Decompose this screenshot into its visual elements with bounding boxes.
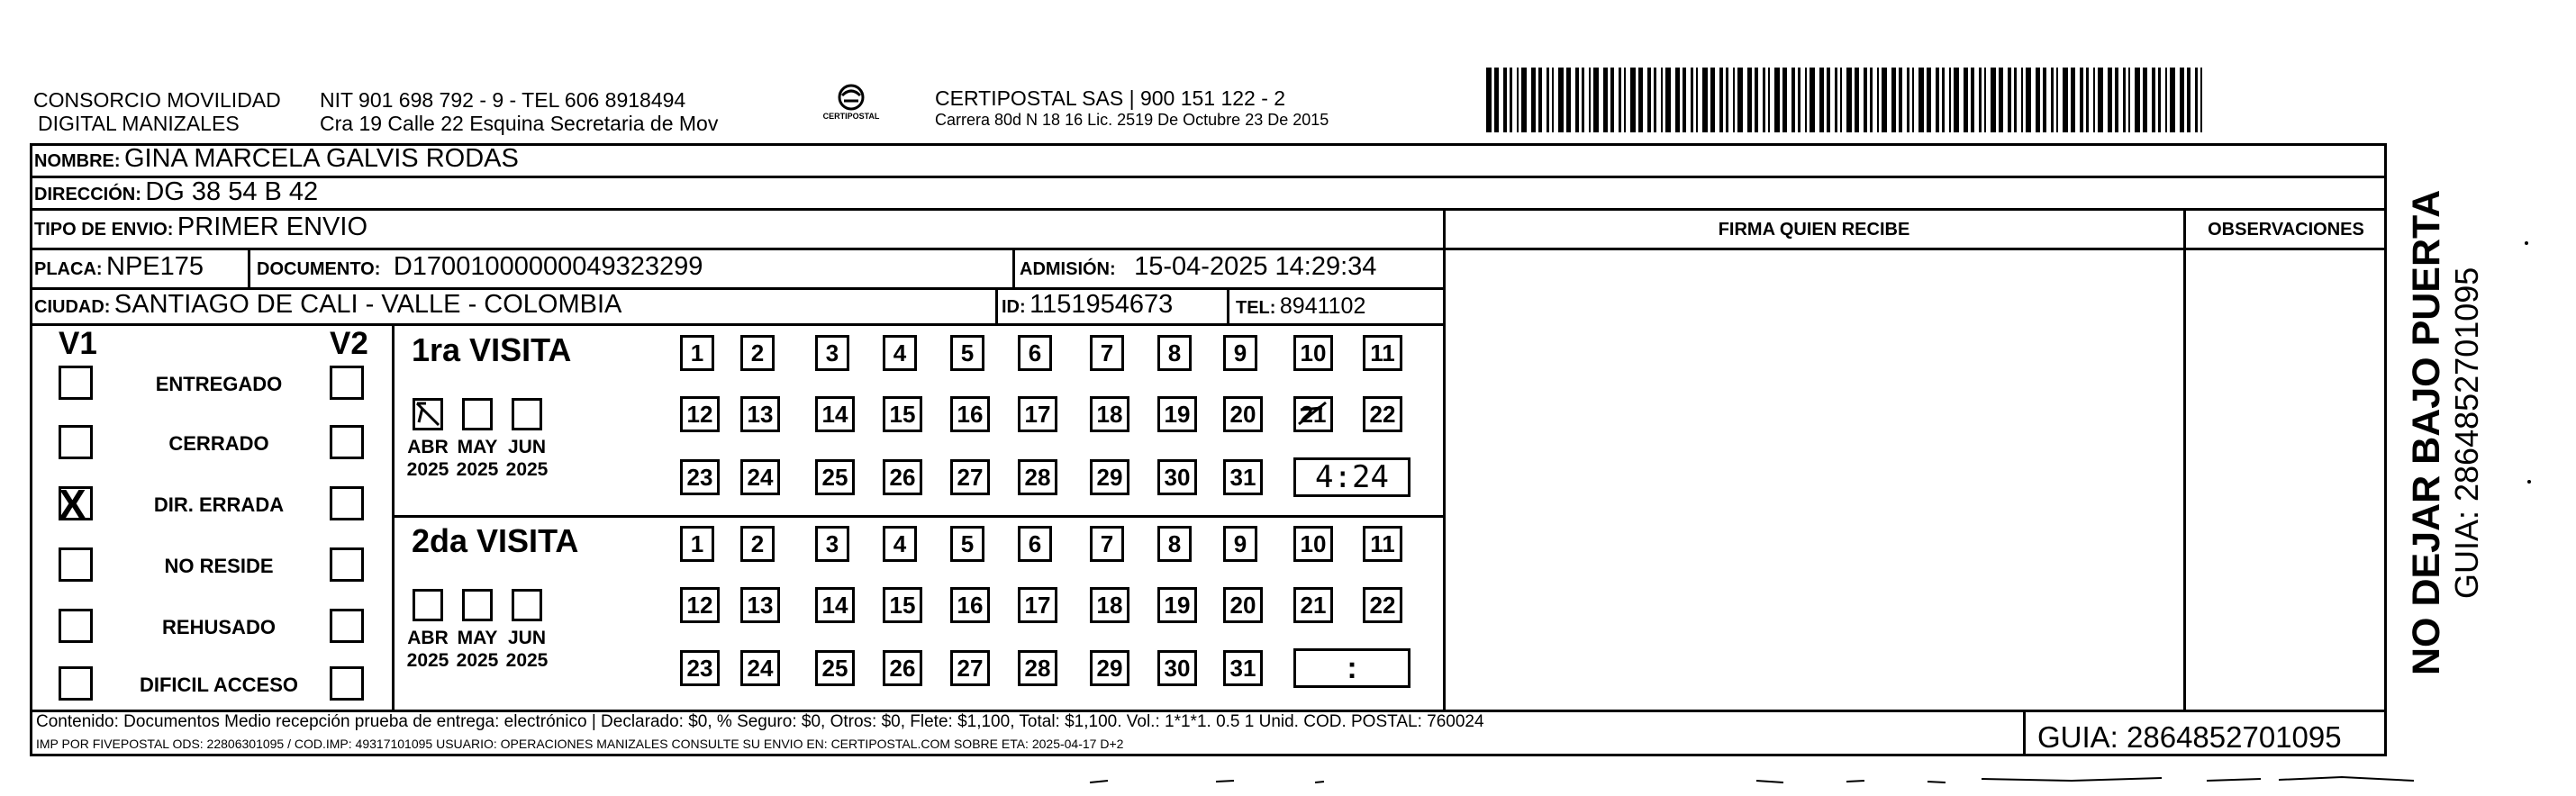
day-box[interactable]: 14 xyxy=(815,396,855,432)
status-option-label: NO RESIDE xyxy=(164,555,274,577)
day-box[interactable]: 6 xyxy=(1018,335,1052,371)
tel-label: TEL: xyxy=(1236,298,1276,318)
status-option-label: DIR. ERRADA xyxy=(153,493,285,516)
barcode-bar xyxy=(2026,68,2031,132)
day-box[interactable]: 21 xyxy=(1293,587,1333,623)
barcode-bar xyxy=(1566,68,1571,132)
month-year: 2025 xyxy=(406,650,449,671)
month-name: JUN xyxy=(507,628,546,648)
day-box[interactable]: 5 xyxy=(950,526,984,562)
day-box[interactable]: 11 xyxy=(1363,335,1402,371)
barcode-bar xyxy=(1810,68,1815,132)
day-box[interactable]: 28 xyxy=(1018,650,1057,686)
day-box[interactable]: 14 xyxy=(815,587,855,623)
v2-checkbox[interactable] xyxy=(330,547,364,582)
barcode-bar xyxy=(2036,68,2040,132)
barcode-bar xyxy=(2056,68,2058,132)
day-box[interactable]: 18 xyxy=(1090,396,1129,432)
barcode-bar xyxy=(2008,68,2011,132)
day-box[interactable]: 1 xyxy=(680,526,714,562)
day-box[interactable]: 16 xyxy=(950,587,990,623)
barcode-bar xyxy=(1927,68,1931,132)
v1-checkbox[interactable] xyxy=(59,425,93,459)
v1-checkbox[interactable] xyxy=(59,481,93,528)
status-option-label: REHUSADO xyxy=(162,616,276,638)
barcode-bar xyxy=(1768,68,1770,132)
barcode-bar xyxy=(1675,68,1680,132)
day-box[interactable]: 4 xyxy=(883,335,917,371)
month-checkbox[interactable] xyxy=(512,589,542,621)
tel-field xyxy=(1236,294,1365,320)
day-box[interactable]: 10 xyxy=(1293,335,1333,371)
barcode-bar xyxy=(2152,68,2155,132)
month-checkbox[interactable] xyxy=(413,589,443,621)
day-box[interactable]: 4 xyxy=(883,526,917,562)
barcode-bar xyxy=(1737,68,1743,132)
day-box[interactable]: 2 xyxy=(740,526,775,562)
company-contact xyxy=(320,88,718,135)
day-box[interactable]: 9 xyxy=(1223,335,1257,371)
edge-dots xyxy=(2522,239,2540,491)
barcode-bar xyxy=(1710,68,1715,132)
barcode-bar xyxy=(1638,68,1643,132)
month-name: MAY xyxy=(457,437,498,457)
no-dejar-bajo-puerta: NO DEJAR BAJO PUERTA xyxy=(2405,189,2448,675)
barcode-bar xyxy=(1791,68,1795,132)
day-box[interactable]: 31 xyxy=(1223,459,1263,495)
barcode-bar xyxy=(1984,68,1986,132)
barcode-bar xyxy=(1610,68,1614,132)
barcode-bar xyxy=(1918,68,1924,132)
day-box[interactable]: 25 xyxy=(815,650,855,686)
nombre-field xyxy=(34,144,519,174)
direccion-label: DIRECCIÓN: xyxy=(34,185,141,204)
barcode-bar xyxy=(1882,68,1887,132)
courier-line2: Carrera 80d N 18 16 Lic. 2519 De Octubre 23 De 2015 xyxy=(935,111,1329,129)
v2-checkbox[interactable] xyxy=(330,425,364,459)
barcode-bar xyxy=(1840,68,1842,132)
time-box[interactable]: 4:24 xyxy=(1293,457,1410,497)
barcode-bar xyxy=(2063,68,2068,132)
barcode-bar xyxy=(1558,68,1564,132)
day-box[interactable]: 29 xyxy=(1090,459,1129,495)
barcode-bar xyxy=(1589,68,1591,132)
day-box[interactable]: 23 xyxy=(680,650,720,686)
barcode-bar xyxy=(1855,68,1859,132)
footer-line2: IMP POR FIVEPOSTAL ODS: 22806301095 / COD.IMP: 49317101095 USUARIO: OPERACIONES MANIZALES CONSULTE SU ENVIO EN: CERTIPOSTAL.COM SOBRE ETA: 2025-04-17 D+2 xyxy=(36,737,1124,751)
barcode-bar xyxy=(2123,68,2126,132)
day-box[interactable]: 7 xyxy=(1090,335,1124,371)
barcode-bar xyxy=(1531,68,1536,132)
barcode-bar xyxy=(1774,68,1780,132)
barcode-bar xyxy=(1665,68,1671,132)
barcode-bar xyxy=(2071,68,2075,132)
day-box[interactable]: 3 xyxy=(815,335,849,371)
day-box[interactable]: 2 xyxy=(740,335,775,371)
barcode xyxy=(1486,68,2207,132)
barcode-bar xyxy=(2080,68,2083,132)
barcode-bar xyxy=(2143,68,2147,132)
v1-checkbox[interactable] xyxy=(59,666,93,701)
firma-label: FIRMA QUIEN RECIBE xyxy=(1718,220,1910,240)
day-box[interactable]: 26 xyxy=(883,459,922,495)
barcode-bar xyxy=(1624,68,1626,132)
barcode-bar xyxy=(1691,68,1693,132)
barcode-bar xyxy=(1964,68,1968,132)
barcode-bar xyxy=(2200,68,2202,132)
barcode-bar xyxy=(1864,68,1867,132)
barcode-bar xyxy=(1747,68,1752,132)
barcode-bar xyxy=(1870,68,1873,132)
company-line1: CONSORCIO MOVILIDAD xyxy=(33,88,281,112)
barcode-bar xyxy=(1942,68,1945,132)
barcode-bar xyxy=(1538,68,1542,132)
day-box[interactable]: 15 xyxy=(883,587,922,623)
barcode-bar xyxy=(1552,68,1554,132)
barcode-bar xyxy=(1827,68,1830,132)
footer-line1: Contenido: Documentos Medio recepción prueba de entrega: electrónico | Declarado: $0, % Seguro: $0, Otros: $0, Flete: $1,100, Total: $1,100. Vol.: 1*1*1. 0.5 1 Unid. COD. POSTAL: 760024 xyxy=(36,712,1484,731)
admision-value: 15-04-2025 14:29:34 xyxy=(1134,252,1377,281)
id-field xyxy=(1002,290,1173,320)
v1-checkbox[interactable] xyxy=(59,609,93,643)
day-box[interactable]: 13 xyxy=(740,587,780,623)
tipo-envio-field xyxy=(34,213,367,242)
courier-line1: CERTIPOSTAL SAS | 900 151 122 - 2 xyxy=(935,86,1286,110)
ciudad-label: CIUDAD: xyxy=(34,297,111,317)
barcode-bar xyxy=(1782,68,1787,132)
month-year: 2025 xyxy=(505,650,549,671)
barcode-bar xyxy=(1582,68,1584,132)
barcode-bar xyxy=(1494,68,1499,132)
day-box[interactable]: 25 xyxy=(815,459,855,495)
ciudad-field xyxy=(34,290,621,320)
footer-guia: GUIA: 2864852701095 xyxy=(2037,720,2342,754)
day-box[interactable]: 12 xyxy=(680,396,720,432)
check-mark: X xyxy=(59,481,86,528)
day-box[interactable]: 17 xyxy=(1018,587,1057,623)
day-box[interactable]: 27 xyxy=(950,650,990,686)
day-box[interactable]: 24 xyxy=(740,459,780,495)
barcode-bar xyxy=(1763,68,1765,132)
barcode-bar xyxy=(2093,68,2095,132)
day-box[interactable]: 12 xyxy=(680,587,720,623)
barcode-bar xyxy=(1726,68,1728,132)
barcode-bar xyxy=(2165,68,2167,132)
month-label xyxy=(495,436,558,481)
barcode-bar xyxy=(2135,68,2140,132)
barcode-bar xyxy=(1696,68,1698,132)
barcode-bar xyxy=(1510,68,1512,132)
time-box[interactable]: : xyxy=(1293,648,1410,688)
day-box[interactable]: 21 xyxy=(1293,396,1333,432)
tipo-envio-label: TIPO DE ENVIO: xyxy=(34,220,174,240)
v1-checkbox[interactable] xyxy=(59,547,93,582)
day-box[interactable]: 8 xyxy=(1157,335,1192,371)
nit-line: NIT 901 698 792 - 9 - TEL 606 8918494 xyxy=(320,88,686,112)
day-box[interactable]: 16 xyxy=(950,396,990,432)
day-box[interactable]: 6 xyxy=(1018,526,1052,562)
day-box[interactable]: 18 xyxy=(1090,587,1129,623)
placa-field xyxy=(34,252,204,282)
month-name: MAY xyxy=(457,628,498,648)
barcode-bar xyxy=(1891,68,1896,132)
tel-value: 8941102 xyxy=(1279,294,1366,319)
day-box[interactable]: 24 xyxy=(740,650,780,686)
barcode-bar xyxy=(2187,68,2191,132)
barcode-bar xyxy=(1630,68,1636,132)
barcode-bar xyxy=(1486,68,1492,132)
day-box[interactable]: 19 xyxy=(1157,396,1197,432)
bottom-marks xyxy=(1036,770,2477,792)
day-box[interactable]: 10 xyxy=(1293,526,1333,562)
day-box[interactable]: 26 xyxy=(883,650,922,686)
barcode-bar xyxy=(1949,68,1951,132)
day-box[interactable]: 23 xyxy=(680,459,720,495)
day-box[interactable]: 8 xyxy=(1157,526,1192,562)
barcode-bar xyxy=(1846,68,1852,132)
day-box[interactable]: 19 xyxy=(1157,587,1197,623)
nombre-value: GINA MARCELA GALVIS RODAS xyxy=(124,144,519,173)
barcode-bar xyxy=(1979,68,1982,132)
v2-checkbox[interactable] xyxy=(330,486,364,520)
barcode-bar xyxy=(1999,68,2003,132)
barcode-bar xyxy=(1603,68,1608,132)
day-box[interactable]: 20 xyxy=(1223,587,1263,623)
barcode-bar xyxy=(1907,68,1909,132)
barcode-bar xyxy=(1702,68,1708,132)
barcode-bar xyxy=(1819,68,1824,132)
day-box[interactable]: 9 xyxy=(1223,526,1257,562)
barcode-bar xyxy=(1798,68,1800,132)
status-option-label: CERRADO xyxy=(168,432,269,455)
day-box[interactable]: 17 xyxy=(1018,396,1057,432)
barcode-bar xyxy=(2158,68,2161,132)
logo-text: CERTIPOSTAL xyxy=(822,112,880,121)
courier-info xyxy=(935,86,1329,130)
month-year: 2025 xyxy=(406,459,449,480)
day-box[interactable]: 15 xyxy=(883,396,922,432)
v2-label: V2 xyxy=(330,326,368,361)
day-box[interactable]: 27 xyxy=(950,459,990,495)
v1-checkbox[interactable] xyxy=(59,366,93,400)
company-line2: DIGITAL MANIZALES xyxy=(38,112,240,135)
v2-checkbox[interactable] xyxy=(330,666,364,701)
barcode-bar xyxy=(2098,68,2103,132)
barcode-bar xyxy=(1971,68,1974,132)
status-option-label: DIFICIL ACCESO xyxy=(139,674,298,696)
barcode-bar xyxy=(2014,68,2017,132)
barcode-bar xyxy=(1733,68,1735,132)
barcode-bar xyxy=(1647,68,1651,132)
day-box[interactable]: 11 xyxy=(1363,526,1402,562)
tipo-envio-value: PRIMER ENVIO xyxy=(177,213,368,241)
day-box[interactable]: 28 xyxy=(1018,459,1057,495)
barcode-bar xyxy=(1517,68,1519,132)
month-name: ABR xyxy=(407,437,449,457)
barcode-bar xyxy=(1521,68,1527,132)
barcode-bar xyxy=(1547,68,1549,132)
barcode-bar xyxy=(2108,68,2112,132)
barcode-bar xyxy=(2128,68,2130,132)
barcode-bar xyxy=(1683,68,1686,132)
month-checkbox[interactable] xyxy=(413,398,443,430)
barcode-bar xyxy=(2195,68,2198,132)
admision-label: ADMISIÓN: xyxy=(1020,259,1116,279)
certipostal-logo xyxy=(815,81,887,126)
month-checkbox[interactable] xyxy=(462,398,493,430)
v2-checkbox[interactable] xyxy=(330,366,364,400)
barcode-bar xyxy=(1619,68,1621,132)
month-label xyxy=(495,627,558,672)
barcode-bar xyxy=(2180,68,2184,132)
day-box[interactable]: 22 xyxy=(1363,396,1402,432)
barcode-bar xyxy=(1912,68,1914,132)
day-box[interactable]: 13 xyxy=(740,396,780,432)
month-year: 2025 xyxy=(505,459,549,480)
barcode-bar xyxy=(1575,68,1579,132)
side-guia: GUIA: 2864852701095 xyxy=(2448,267,2485,599)
barcode-bar xyxy=(2086,68,2089,132)
barcode-bar xyxy=(1954,68,1959,132)
month-checkbox[interactable] xyxy=(462,589,493,621)
barcode-bar xyxy=(1593,68,1599,132)
barcode-bar xyxy=(1936,68,1939,132)
barcode-bar xyxy=(1835,68,1837,132)
barcode-bar xyxy=(2115,68,2118,132)
day-box[interactable]: 30 xyxy=(1157,459,1197,495)
day-box[interactable]: 7 xyxy=(1090,526,1124,562)
id-label: ID: xyxy=(1002,297,1026,317)
month-year: 2025 xyxy=(456,650,499,671)
visit1-title: 1ra VISITA xyxy=(412,331,572,368)
visit2-title: 2da VISITA xyxy=(412,522,579,559)
barcode-bar xyxy=(1755,68,1758,132)
day-box[interactable]: 1 xyxy=(680,335,714,371)
barcode-bar xyxy=(2021,68,2023,132)
address-line: Cra 19 Calle 22 Esquina Secretaria de Mov xyxy=(320,112,719,135)
barcode-bar xyxy=(2043,68,2046,132)
nombre-label: NOMBRE: xyxy=(34,151,121,171)
barcode-bar xyxy=(1654,68,1656,132)
status-option-label: ENTREGADO xyxy=(155,373,283,395)
barcode-bar xyxy=(1503,68,1507,132)
day-box[interactable]: 31 xyxy=(1223,650,1263,686)
documento-field xyxy=(257,252,703,282)
id-value: 1151954673 xyxy=(1029,290,1174,319)
month-checkbox[interactable] xyxy=(512,398,542,430)
barcode-bar xyxy=(1719,68,1723,132)
day-box[interactable]: 5 xyxy=(950,335,984,371)
day-box[interactable]: 29 xyxy=(1090,650,1129,686)
v2-checkbox[interactable] xyxy=(330,609,364,643)
day-box[interactable]: 3 xyxy=(815,526,849,562)
placa-label: PLACA: xyxy=(34,259,103,279)
barcode-bar xyxy=(1991,68,1996,132)
direccion-value: DG 38 54 B 42 xyxy=(145,177,319,206)
ciudad-value: SANTIAGO DE CALI - VALLE - COLOMBIA xyxy=(113,290,622,319)
month-name: JUN xyxy=(507,437,546,457)
barcode-bar xyxy=(1661,68,1663,132)
v1-label: V1 xyxy=(59,326,97,361)
admision-field xyxy=(1020,252,1376,282)
barcode-bar xyxy=(2170,68,2175,132)
barcode-bar xyxy=(1899,68,1902,132)
documento-value: D17001000000049323299 xyxy=(393,252,703,281)
placa-value: NPE175 xyxy=(106,252,204,281)
direccion-field xyxy=(34,177,318,207)
day-box[interactable]: 20 xyxy=(1223,396,1263,432)
month-year: 2025 xyxy=(456,459,499,480)
day-box[interactable]: 22 xyxy=(1363,587,1402,623)
company-name xyxy=(33,88,281,135)
observaciones-label: OBSERVACIONES xyxy=(2208,220,2364,240)
barcode-bar xyxy=(2051,68,2054,132)
footer-content xyxy=(36,711,1484,755)
documento-label: DOCUMENTO: xyxy=(257,259,381,279)
barcode-bar xyxy=(1805,68,1807,132)
day-box[interactable]: 30 xyxy=(1157,650,1197,686)
month-name: ABR xyxy=(407,628,449,648)
barcode-bar xyxy=(1877,68,1879,132)
